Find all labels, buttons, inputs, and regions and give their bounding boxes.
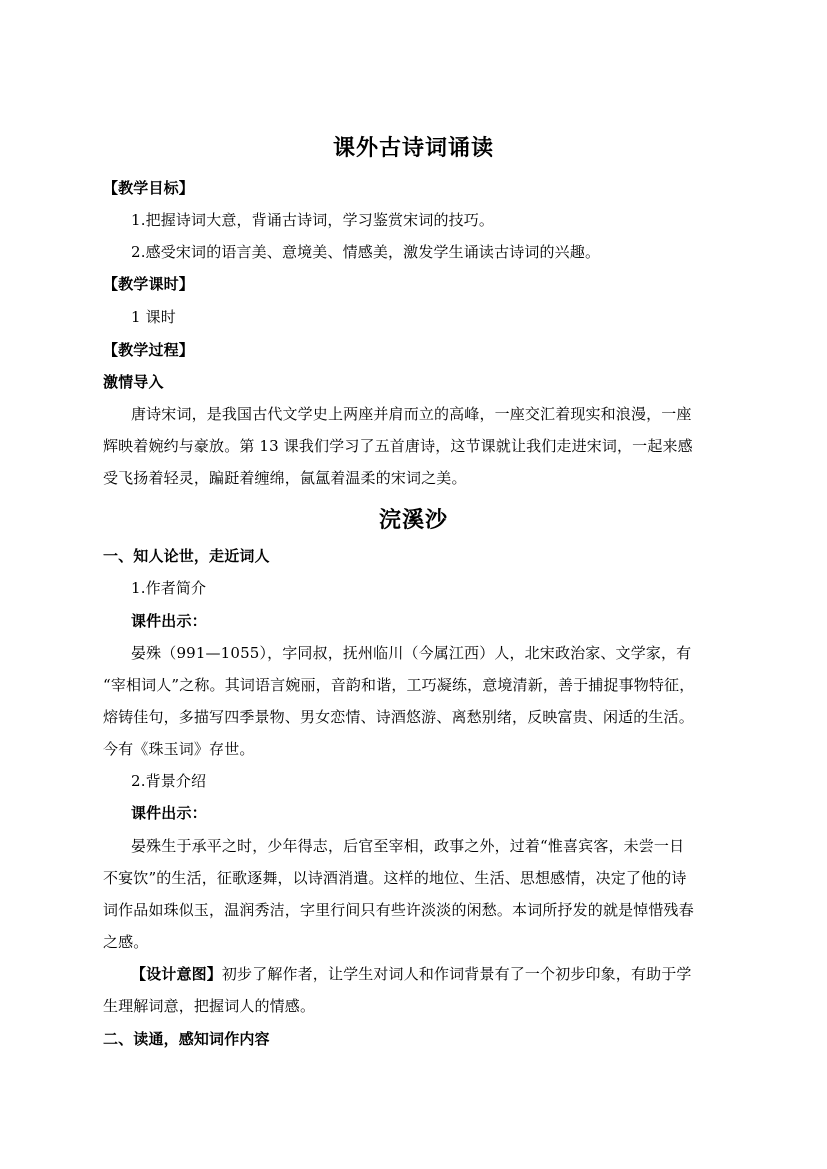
bio-line-3: 熔铸佳句，多描写四季景物、男女恋情、诗酒悠游、离愁别绪，反映富贵、闲适的生活。 xyxy=(103,708,694,726)
design-intent-line-2: 生理解词意，把握词人的情感。 xyxy=(103,997,316,1015)
poem-title: 浣溪沙 xyxy=(378,508,448,533)
objectives-heading: 【教学目标】 xyxy=(103,179,194,197)
design-intent-text-1: 初步了解作者，让学生对词人和作词背景有了一个初步印象，有助于学 xyxy=(221,965,692,983)
bio-line-2: “宰相词人”之称。其词语言婉丽，音韵和谐，工巧凝练，意境清新，善于捕捉事物特征， xyxy=(103,676,695,694)
page-title: 课外古诗词诵读 xyxy=(332,136,494,161)
design-intent-line-1 xyxy=(131,964,692,984)
duration-text: 1 课时 xyxy=(131,308,176,326)
design-intent-label: 【设计意图】 xyxy=(131,965,222,983)
bio-line-1: 晏殊（991—1055），字同叔，抚州临川（今属江西）人，北宋政治家、文学家，有 xyxy=(131,644,692,662)
intro-heading: 激情导入 xyxy=(103,373,164,391)
bio-line-4: 今有《珠玉词》存世。 xyxy=(103,740,255,758)
author-intro-label: 1.作者简介 xyxy=(131,579,207,597)
duration-heading: 【教学课时】 xyxy=(103,275,194,293)
objective-2: 2.感受宋词的语言美、意境美、情感美，激发学生诵读古诗词的兴趣。 xyxy=(131,243,601,261)
intro-line-1: 唐诗宋词，是我国古代文学史上两座并肩而立的高峰，一座交汇着现实和浪漫，一座 xyxy=(131,405,692,423)
background-line-4: 之感。 xyxy=(103,933,149,951)
background-line-3: 词作品如珠似玉，温润秀洁，字里行间只有些许淡淡的闲愁。本词所抒发的就是悼惜残春 xyxy=(103,901,694,919)
background-label: 2.背景介绍 xyxy=(131,772,207,790)
part-one-heading: 一、知人论世，走近词人 xyxy=(103,547,270,565)
background-line-1: 晏殊生于承平之时，少年得志，后官至宰相，政事之外，过着“惟喜宾客，未尝一日 xyxy=(131,837,685,855)
process-heading: 【教学过程】 xyxy=(103,341,194,359)
part-two-heading: 二、读通，感知词作内容 xyxy=(103,1030,270,1048)
objective-1: 1.把握诗词大意，背诵古诗词，学习鉴赏宋词的技巧。 xyxy=(131,211,495,229)
intro-line-2: 辉映着婉约与豪放。第 13 课我们学习了五首唐诗，这节课就让我们走进宋词，一起来感 xyxy=(103,437,693,455)
courseware-label-2: 课件出示： xyxy=(131,804,207,822)
intro-line-3: 受飞扬着轻灵，蹁跹着缠绵，氤氲着温柔的宋词之美。 xyxy=(103,469,467,487)
background-line-2: 不宴饮”的生活，征歌逐舞，以诗酒消遣。这样的地位、生活、思想感情，决定了他的诗 xyxy=(103,869,687,887)
courseware-label-1: 课件出示： xyxy=(131,612,207,630)
